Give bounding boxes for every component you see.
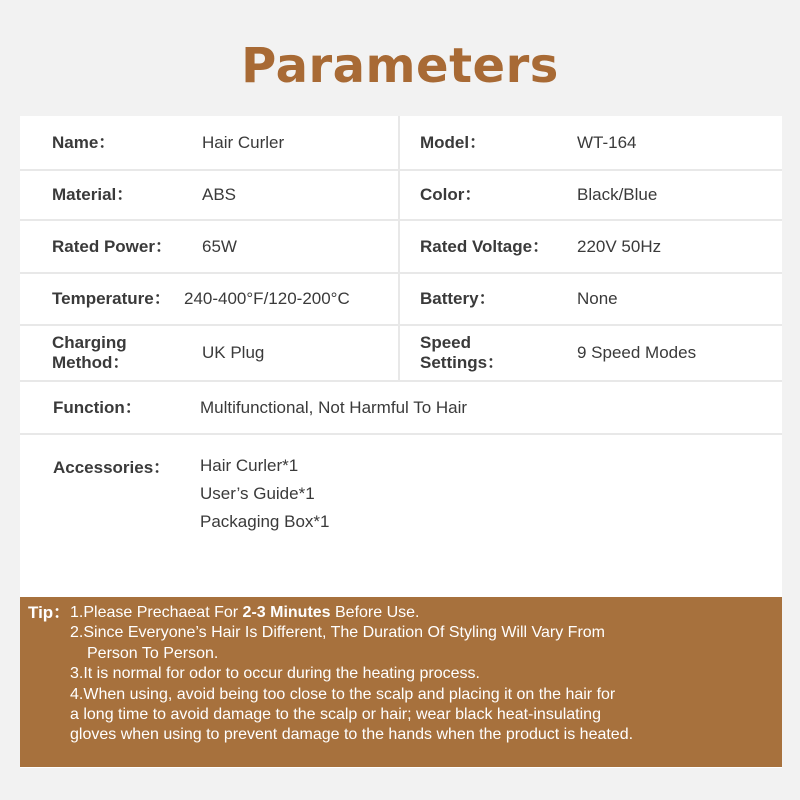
spec-row: [20, 171, 782, 221]
model-value: WT-164: [577, 132, 637, 152]
color-label: Color：: [420, 185, 482, 204]
tip-item-3: 3.It is normal for odor to occur during the heating process.: [70, 665, 480, 683]
color-value: Black/Blue: [577, 185, 658, 204]
tip-panel: [20, 597, 782, 767]
tip-highlight: 2-3 Minutes: [242, 604, 331, 621]
function-value: Multifunctional, Not Harmful To Hair: [200, 397, 468, 417]
model-label: Model：: [420, 132, 487, 152]
spec-row: [20, 274, 782, 326]
tip-item-1: 1.Please Prechaeat For 2-3 Minutes Before Use.: [70, 604, 420, 621]
spec-row: [20, 382, 782, 435]
rated-power-value: 65W: [202, 236, 237, 256]
temperature-value: 240-400°F/120-200°C: [184, 289, 350, 308]
material-label: Material：: [52, 185, 134, 204]
charging-method-label: [52, 333, 129, 373]
accessories-list: [200, 452, 329, 536]
speed-settings-label-line1: Speed: [420, 333, 472, 352]
tip-item-4-cont: a long time to avoid damage to the scalp or hair; wear black heat-insulating: [70, 706, 601, 724]
charging-method-label-line2: Method：: [52, 353, 130, 372]
speed-settings-label: [420, 333, 504, 373]
rated-voltage-value: 220V 50Hz: [577, 236, 662, 256]
tip-item-4-cont: gloves when using to prevent damage to the hands when the product is heated.: [70, 726, 634, 744]
spec-row: [20, 116, 782, 171]
charging-method-value: UK Plug: [202, 343, 265, 362]
accessories-label: Accessories：: [53, 458, 171, 477]
tip-list: [70, 603, 775, 746]
rated-power-label: Rated Power：: [52, 236, 172, 256]
battery-label: Battery：: [420, 289, 496, 308]
function-label: Function：: [53, 397, 142, 417]
tip-item-2: 2.Since Everyone’s Hair Is Different, The Duration Of Styling Will Vary From: [70, 624, 606, 642]
spec-row: [20, 326, 782, 382]
list-item: Packaging Box*1: [200, 512, 330, 531]
list-item: Hair Curler*1: [200, 456, 299, 475]
spec-row: [20, 221, 782, 274]
battery-value: None: [577, 289, 618, 308]
rated-voltage-label: Rated Voltage：: [420, 236, 550, 256]
material-value: ABS: [202, 185, 237, 204]
speed-settings-value: 9 Speed Modes: [577, 343, 697, 362]
tip-item-4: 4.When using, avoid being too close to the scalp and placing it on the hair for: [70, 685, 616, 703]
name-value: Hair Curler: [202, 132, 285, 152]
name-label: Name：: [52, 132, 116, 152]
speed-settings-label-line2: Settings：: [420, 353, 505, 372]
page-title: Parameters: [241, 38, 559, 94]
tip-label: Tip：: [28, 603, 71, 622]
tip-item-2-cont: Person To Person.: [87, 644, 219, 662]
list-item: User’s Guide*1: [200, 484, 315, 503]
temperature-label: Temperature：: [52, 289, 171, 308]
charging-method-label-line1: Charging: [52, 333, 127, 352]
